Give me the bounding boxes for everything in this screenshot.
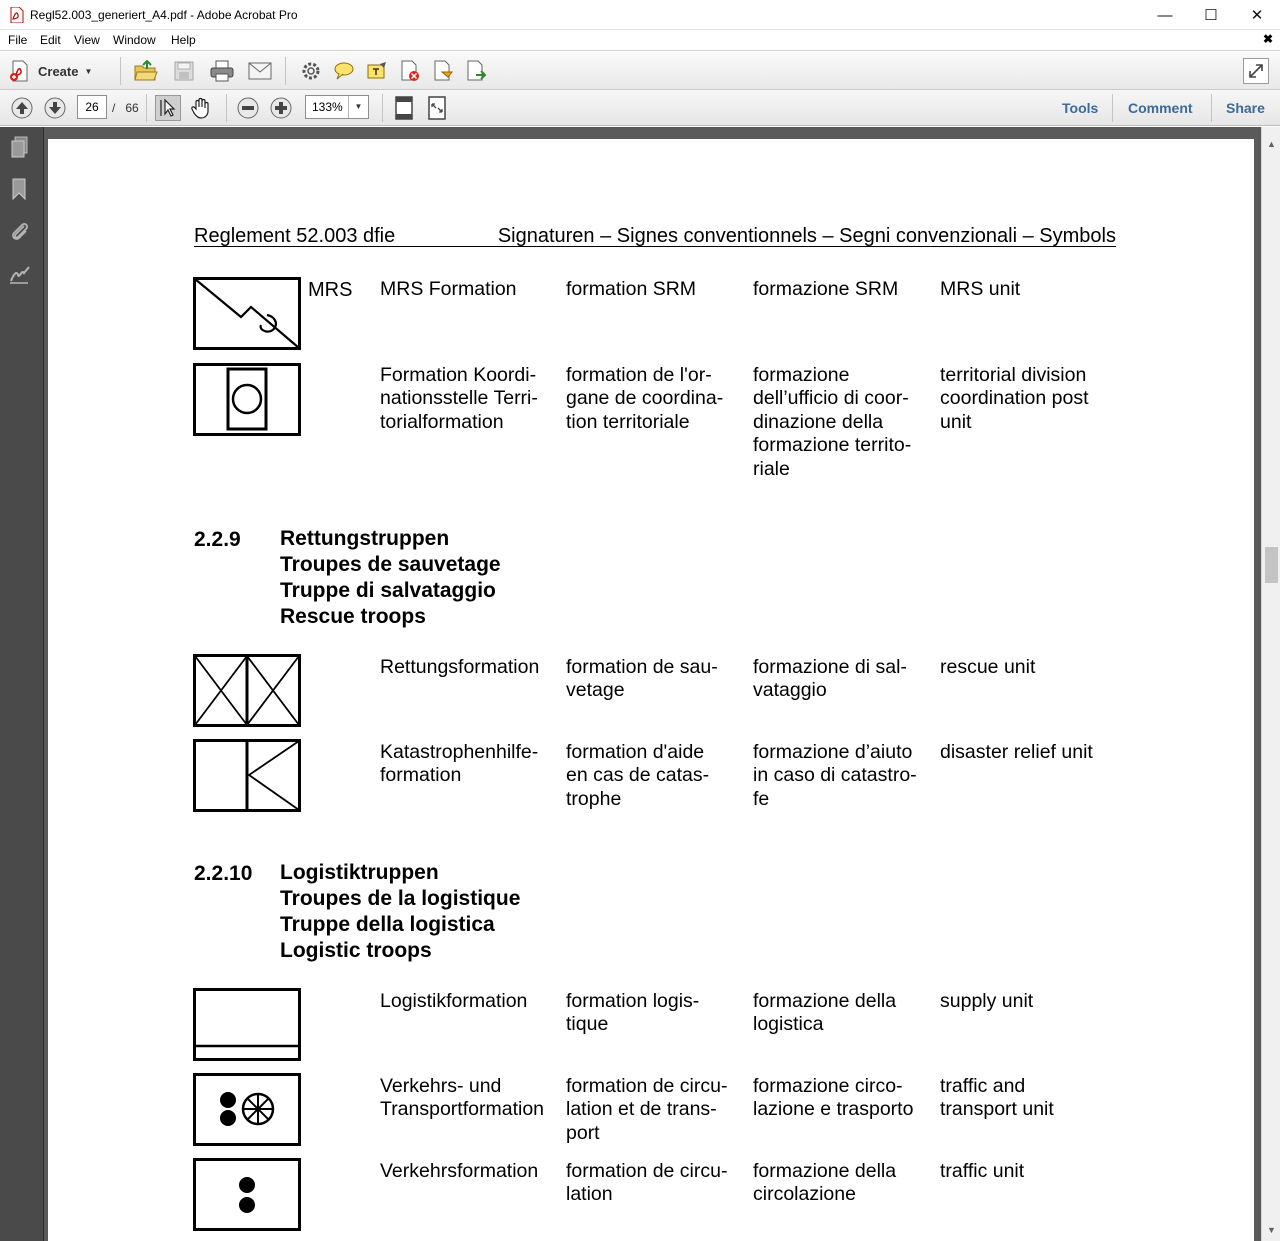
section-title: Logistiktruppen Troupes de la logistique Truppe della logistica Logistic troops: [280, 861, 521, 962]
fit-width-button[interactable]: [424, 95, 450, 121]
tools-pane-link[interactable]: Tools: [1062, 100, 1099, 116]
create-label: Create: [38, 63, 79, 79]
minus-circle-icon: [236, 96, 260, 120]
pdf-page: [48, 139, 1254, 1241]
redact-button[interactable]: [397, 58, 423, 84]
close-document-icon[interactable]: ✖: [1262, 32, 1273, 46]
menu-view[interactable]: View: [74, 33, 100, 47]
rescue-unit-symbol: [193, 654, 301, 727]
row-it: formazione di sal- vataggio: [753, 656, 907, 702]
highlighter-icon: [366, 60, 388, 82]
signatures-icon[interactable]: [8, 263, 32, 287]
next-page-button[interactable]: [42, 95, 68, 121]
traffic-transport-symbol: [193, 1073, 301, 1146]
scrollbar-thumb[interactable]: [1265, 547, 1278, 583]
cursor-arrow-icon: [158, 98, 178, 118]
zoom-value: 133%: [312, 100, 343, 114]
envelope-icon: [248, 62, 272, 80]
toolbar-separator: [120, 57, 121, 85]
main-toolbar: [0, 50, 1280, 90]
row-fr: formation logis- tique: [566, 990, 700, 1036]
scroll-down-icon[interactable]: ▼: [1267, 1225, 1276, 1235]
save-button[interactable]: [171, 58, 197, 84]
zoom-out-button[interactable]: [235, 95, 261, 121]
email-button[interactable]: [247, 58, 273, 84]
toolbar-separator: [226, 94, 227, 122]
row-it: formazione SRM: [753, 278, 899, 300]
comment-button[interactable]: [331, 58, 357, 84]
fit-page-icon: [394, 96, 414, 120]
minimize-button[interactable]: [1142, 0, 1188, 30]
row-de: Katastrophenhilfe- formation: [380, 741, 539, 787]
header-title: Signaturen – Signes conventionnels – Segni convenzionali – Symbols: [497, 225, 1116, 247]
toolbar-separator: [382, 94, 383, 122]
save-disk-icon: [174, 61, 194, 81]
vertical-scrollbar[interactable]: [1261, 127, 1280, 1241]
section-number: 2.2.10: [194, 862, 253, 885]
row-fr: formation d'aide en cas de catas- trophe: [566, 741, 710, 810]
mrs-symbol-label: MRS: [308, 279, 353, 301]
row-en: disaster relief unit: [940, 741, 1093, 763]
navigation-pane: [0, 127, 44, 1241]
toolbar-separator: [1112, 94, 1113, 122]
chevron-down-icon[interactable]: ▼: [348, 96, 368, 118]
open-button[interactable]: [133, 58, 159, 84]
zoom-select[interactable]: [305, 95, 369, 119]
toolbar-separator: [1211, 94, 1212, 122]
page-header: [194, 225, 1116, 247]
row-de: MRS Formation: [380, 278, 517, 300]
document-export-icon: [465, 60, 487, 82]
share-pane-link[interactable]: Share: [1226, 100, 1265, 116]
open-folder-icon: [134, 60, 158, 82]
scroll-up-icon[interactable]: ▲: [1267, 139, 1276, 149]
section-number: 2.2.9: [194, 528, 241, 551]
menu-help[interactable]: Help: [171, 33, 196, 47]
speech-bubble-icon: [333, 61, 355, 81]
row-de: Formation Koordi- nationsstelle Terri- torialformation: [380, 364, 538, 433]
document-delete-icon: [399, 60, 421, 82]
page-total: / 66: [112, 101, 139, 115]
fit-page-button[interactable]: [391, 95, 417, 121]
row-it: formazione dell’ufficio di coor- dinazione della formazione territo- riale: [753, 364, 912, 480]
row-fr: formation de circu- lation: [566, 1160, 728, 1206]
menu-edit[interactable]: Edit: [40, 33, 61, 47]
row-it: formazione della circolazione: [753, 1160, 897, 1206]
printer-icon: [210, 60, 234, 82]
window-title: Regl52.003_generiert_A4.pdf - Adobe Acrobat Pro: [30, 8, 298, 22]
row-en: rescue unit: [940, 656, 1036, 678]
row-fr: formation de l'or- gane de coordina- tion territoriale: [566, 364, 724, 433]
document-view[interactable]: [44, 127, 1261, 1241]
gear-icon: [300, 60, 322, 82]
title-bar: [0, 0, 1280, 30]
select-tool-button[interactable]: [155, 95, 181, 121]
row-fr: formation SRM: [566, 278, 697, 300]
acrobat-pdf-icon: [10, 7, 24, 23]
row-en: supply unit: [940, 990, 1034, 1012]
row-de: Verkehrsformation: [380, 1160, 539, 1182]
header-regulation: Reglement 52.003 dfie: [194, 225, 396, 247]
zoom-in-button[interactable]: [268, 95, 294, 121]
settings-button[interactable]: [298, 58, 324, 84]
navigation-toolbar: [0, 90, 1280, 126]
row-en: traffic unit: [940, 1160, 1025, 1182]
paperclip-icon[interactable]: [8, 220, 32, 244]
maximize-button[interactable]: [1188, 0, 1234, 30]
row-it: formazione della logistica: [753, 990, 897, 1036]
section-title: Rettungstruppen Troupes de sauvetage Truppe di salvataggio Rescue troops: [280, 527, 501, 628]
row-de: Verkehrs- und Transportformation: [380, 1075, 545, 1121]
fit-width-icon: [427, 96, 447, 120]
disaster-relief-symbol: [193, 739, 301, 812]
minimize-icon: —: [1157, 6, 1173, 24]
menu-window[interactable]: Window: [113, 33, 156, 47]
create-button[interactable]: [8, 57, 108, 85]
row-en: traffic and transport unit: [940, 1075, 1054, 1121]
hand-tool-button[interactable]: [188, 95, 214, 121]
row-en: MRS unit: [940, 278, 1021, 300]
arrow-up-circle-icon: [10, 96, 34, 120]
document-sign-icon: [432, 60, 454, 82]
row-fr: formation de circu- lation et de trans- port: [566, 1075, 728, 1144]
row-it: formazione d’aiuto in caso di catastro- fe: [753, 741, 917, 810]
row-it: formazione circo- lazione e trasporto: [753, 1075, 914, 1121]
close-icon: ✕: [1250, 7, 1264, 24]
arrow-down-circle-icon: [43, 96, 67, 120]
row-de: Rettungsformation: [380, 656, 540, 678]
traffic-unit-symbol: [193, 1158, 301, 1231]
maximize-icon: ☐: [1204, 7, 1218, 24]
page-number-input[interactable]: 26: [77, 95, 107, 119]
highlight-button[interactable]: [364, 58, 390, 84]
print-button[interactable]: [209, 58, 235, 84]
page-thumbnails-icon[interactable]: [8, 135, 32, 159]
expand-arrows-icon: [1247, 62, 1265, 80]
mrs-unit-symbol: [193, 277, 301, 350]
row-de: Logistikformation: [380, 990, 528, 1012]
territorial-coordination-symbol: [193, 363, 301, 436]
comment-pane-link[interactable]: Comment: [1128, 100, 1193, 116]
row-en: territorial division coordination post unit: [940, 364, 1089, 433]
create-pdf-icon: [8, 59, 32, 83]
menu-bar: [0, 30, 1280, 50]
plus-circle-icon: [269, 96, 293, 120]
supply-unit-symbol: [193, 988, 301, 1061]
expand-button[interactable]: [1243, 58, 1269, 84]
export-button[interactable]: [463, 58, 489, 84]
toolbar-separator: [146, 94, 147, 122]
sign-button[interactable]: [430, 58, 456, 84]
close-button[interactable]: [1234, 0, 1280, 30]
menu-file[interactable]: File: [8, 33, 28, 47]
previous-page-button[interactable]: [9, 95, 35, 121]
hand-icon: [191, 97, 211, 119]
toolbar-separator: [285, 57, 286, 85]
bookmarks-icon[interactable]: [8, 177, 32, 201]
chevron-down-icon: ▼: [84, 66, 93, 76]
row-fr: formation de sau- vetage: [566, 656, 718, 702]
